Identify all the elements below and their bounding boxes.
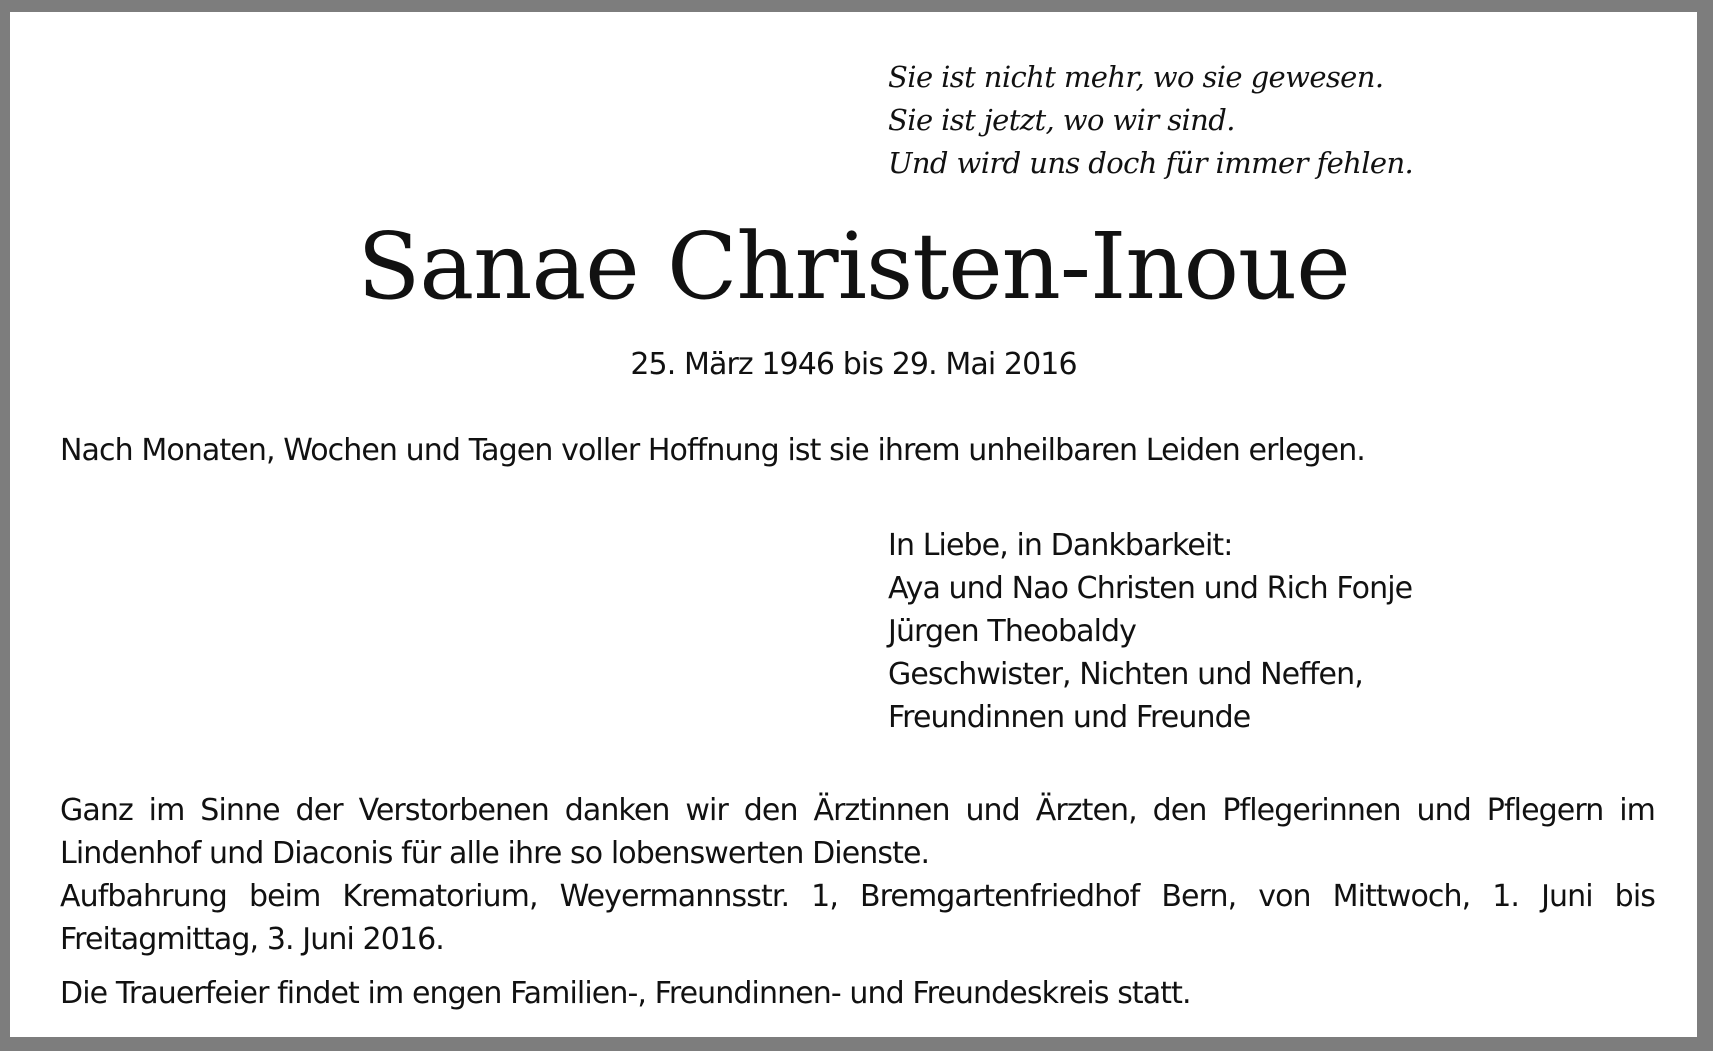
poem-line: Und wird uns doch für immer fehlen.	[888, 146, 1414, 180]
mourner-entry: Geschwister, Nichten und Neffen,	[888, 657, 1363, 692]
mourner-entry: Aya und Nao Christen und Rich Fonje	[888, 571, 1413, 606]
poem-line: Sie ist jetzt, wo wir sind.	[888, 103, 1235, 137]
mourner-entry: Freundinnen und Freunde	[888, 700, 1251, 735]
viewing-paragraph: Aufbahrung beim Krematorium, Weyermannsstr. 1, Bremgartenfriedhof Bern, von Mittwoch, 1. Juni bis Freitagmittag, 3. Juni 2016.	[60, 879, 1655, 957]
poem	[888, 56, 1413, 185]
service-paragraph: Die Trauerfeier findet im engen Familien-, Freundinnen- und Freundeskreis statt.	[60, 976, 1191, 1011]
life-dates: 25. März 1946 bis 29. Mai 2016	[630, 347, 1077, 382]
mourner-entry: Jürgen Theobaldy	[888, 614, 1137, 649]
poem-line: Sie ist nicht mehr, wo sie gewesen.	[888, 60, 1384, 94]
mourners-list	[888, 524, 1412, 739]
intro-text: Nach Monaten, Wochen und Tagen voller Hoffnung ist sie ihrem unheilbaren Leiden erlegen.	[60, 433, 1365, 468]
mourners-heading: In Liebe, in Dankbarkeit:	[888, 528, 1233, 563]
thanks-paragraph: Ganz im Sinne der Verstorbenen danken wir den Ärztinnen und Ärzten, den Pflegerinnen und Pflegern im Lindenhof und Diaconis für alle ihre so lobenswerten Dienste.	[60, 793, 1655, 871]
obituary-notice	[10, 12, 1697, 1037]
deceased-name: Sanae Christen-Inoue	[357, 213, 1350, 320]
